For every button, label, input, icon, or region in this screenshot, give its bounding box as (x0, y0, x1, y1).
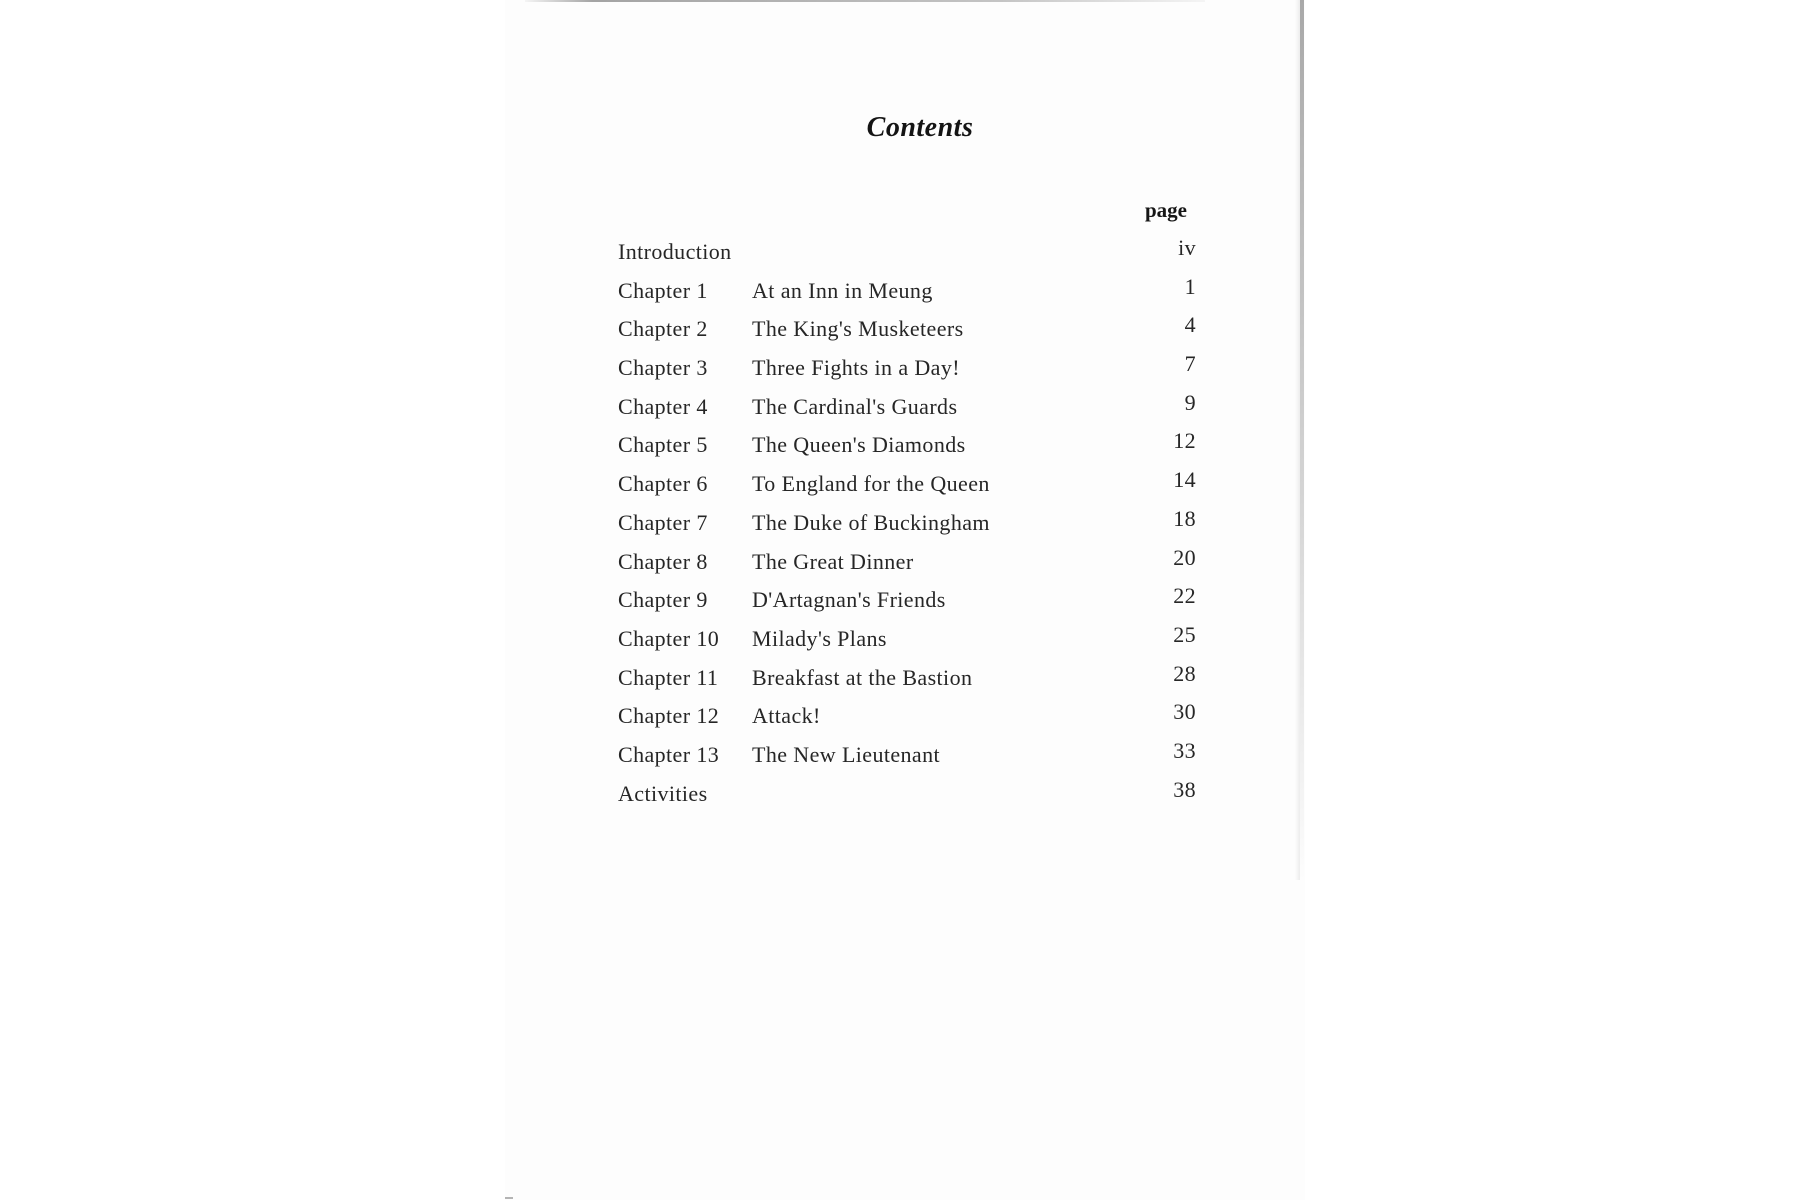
toc-chapter-title: The Great Dinner (752, 548, 914, 574)
toc-page-number: 38 (1173, 776, 1196, 802)
toc-entry (618, 272, 1198, 311)
toc-chapter-label: Chapter 12 (618, 703, 720, 729)
toc-page-number: 9 (1184, 389, 1196, 415)
toc-chapter-title: D'Artagnan's Friends (752, 587, 946, 613)
toc-entry (618, 620, 1198, 659)
toc-chapter-label: Chapter 5 (618, 432, 708, 458)
toc-entry (618, 775, 1198, 814)
page-column-heading: page (1145, 198, 1187, 222)
toc-chapter-label: Chapter 2 (618, 316, 708, 342)
toc-chapter-title: Breakfast at the Bastion (752, 664, 973, 690)
toc-chapter-label: Chapter 4 (618, 393, 708, 419)
table-of-contents (618, 233, 1198, 813)
toc-chapter-title: The Duke of Buckingham (752, 509, 990, 535)
toc-chapter-title: The Cardinal's Guards (752, 393, 958, 419)
toc-page-number: 18 (1173, 505, 1196, 531)
toc-chapter-label: Chapter 1 (618, 277, 708, 303)
toc-entry (618, 543, 1198, 582)
toc-page-number: 33 (1173, 737, 1196, 763)
toc-chapter-label: Chapter 9 (618, 587, 708, 613)
toc-entry (618, 697, 1198, 736)
toc-page-number: iv (1178, 235, 1196, 260)
toc-entry (618, 233, 1198, 272)
toc-entry (618, 736, 1198, 775)
toc-chapter-label: Chapter 8 (618, 548, 708, 574)
page-top-edge (525, 0, 1205, 2)
toc-chapter-label: Introduction (618, 239, 732, 264)
toc-entry (618, 465, 1198, 504)
toc-page-number: 1 (1184, 273, 1196, 299)
toc-chapter-label: Chapter 3 (618, 355, 708, 381)
toc-chapter-title: At an Inn in Meung (752, 277, 933, 303)
toc-chapter-label: Chapter 11 (618, 664, 719, 690)
toc-page-number: 7 (1184, 351, 1196, 377)
toc-page-number: 4 (1184, 312, 1196, 338)
toc-chapter-title: The King's Musketeers (752, 316, 964, 342)
contents-title: Contents (866, 112, 974, 143)
toc-page-number: 12 (1173, 428, 1196, 454)
toc-page-number: 25 (1173, 621, 1196, 647)
toc-page-number: 14 (1173, 467, 1196, 493)
toc-page-number: 20 (1173, 544, 1196, 570)
toc-chapter-label: Chapter 10 (618, 625, 720, 651)
toc-entry (618, 426, 1198, 465)
toc-chapter-title: Attack! (752, 703, 821, 729)
toc-chapter-label: Chapter 13 (618, 741, 720, 767)
toc-chapter-label: Chapter 7 (618, 509, 708, 535)
toc-entry (618, 349, 1198, 388)
toc-chapter-label: Chapter 6 (618, 471, 708, 497)
toc-entry (618, 388, 1198, 427)
toc-page-number: 30 (1173, 699, 1196, 725)
toc-page-number: 22 (1173, 583, 1196, 609)
toc-entry (618, 504, 1198, 543)
toc-entry (618, 310, 1198, 349)
toc-page-number: 28 (1173, 660, 1196, 686)
scan-speck (505, 1197, 513, 1199)
toc-chapter-title: Milady's Plans (752, 625, 887, 651)
toc-entry (618, 659, 1198, 698)
toc-chapter-title: To England for the Queen (752, 471, 990, 497)
toc-chapter-title: The Queen's Diamonds (752, 432, 966, 458)
toc-chapter-title: The New Lieutenant (752, 741, 941, 767)
toc-chapter-label: Activities (618, 780, 708, 806)
toc-chapter-title: Three Fights in a Day! (752, 355, 960, 381)
toc-entry (618, 581, 1198, 620)
